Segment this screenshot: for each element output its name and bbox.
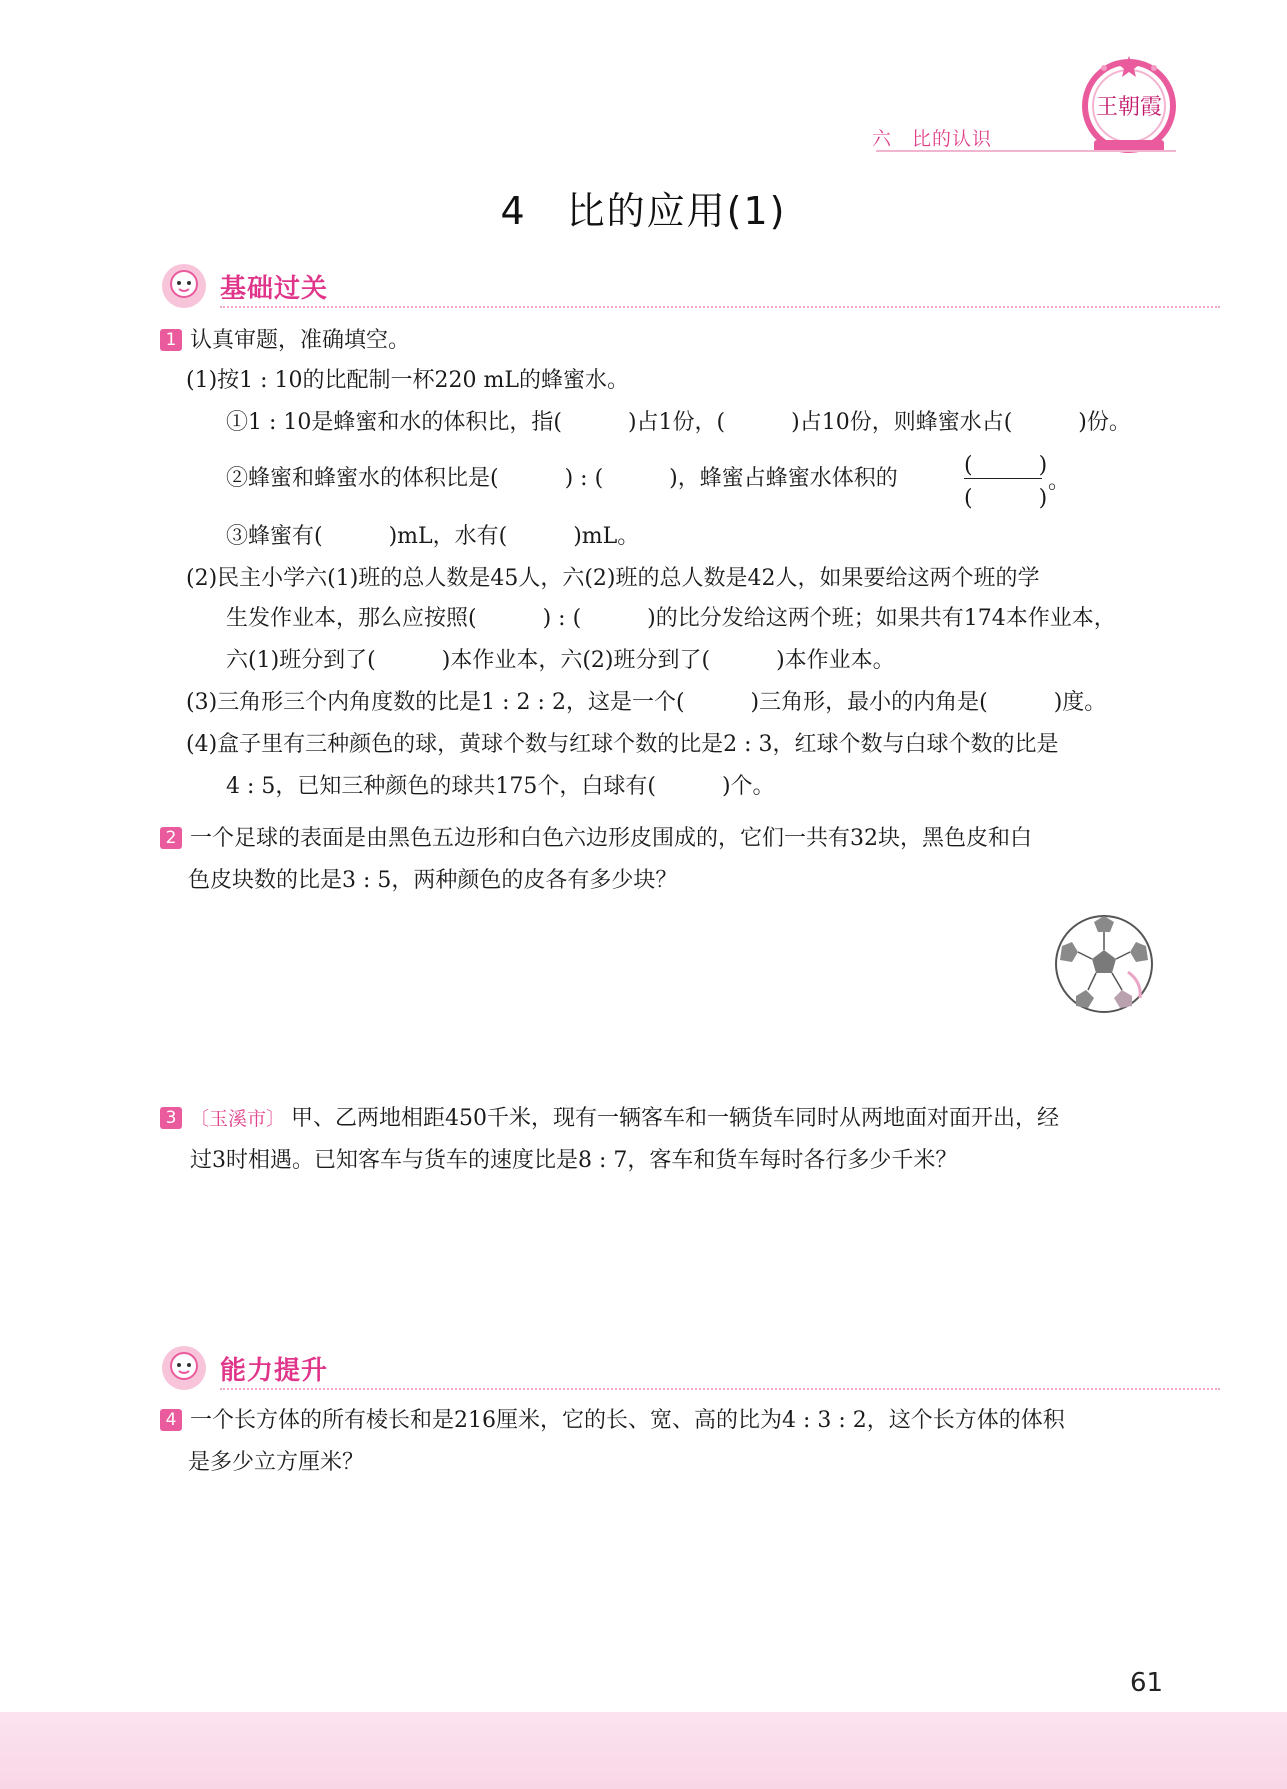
q1-part1-c: ③蜂蜜有( )mL，水有( )mL。 xyxy=(226,524,640,549)
brand-name: 王朝霞 xyxy=(1095,95,1163,120)
q4-line1 xyxy=(160,1406,1065,1436)
q3-line2: 过3时相遇。已知客车与货车的速度比是8 : 7，客车和货车每时各行多少千米？ xyxy=(190,1148,958,1173)
q2-line2: 色皮块数的比是3 : 5，两种颜色的皮各有多少块？ xyxy=(188,868,678,893)
q1-part4-line1: (4)盒子里有三种颜色的球，黄球个数与红球个数的比是2 : 3，红球个数与白球个数的比是 xyxy=(186,732,1059,757)
chapter-label: 六 比的认识 xyxy=(872,128,993,150)
dotted-divider xyxy=(220,306,1220,308)
mascot-icon xyxy=(160,1344,208,1392)
q4-text: 一个长方体的所有棱长和是216厘米，它的长、宽、高的比为4 : 3 : 2，这个长方体的体积 xyxy=(190,1408,1065,1433)
q2-line1 xyxy=(160,824,1032,854)
footer-band xyxy=(0,1712,1287,1789)
header-divider xyxy=(876,150,1176,152)
question-number-badge: 4 xyxy=(160,1409,182,1431)
q1-part4-line2: 4 : 5，已知三种颜色的球共175个，白球有( )个。 xyxy=(226,774,775,799)
soccer-ball-icon xyxy=(1052,912,1156,1016)
q1-part3: (3)三角形三个内角度数的比是1 : 2 : 2，这是一个( )三角形，最小的内角是( )度。 xyxy=(186,690,1107,715)
page-number: 61 xyxy=(1130,1668,1164,1698)
page-title: 4 比的应用(1) xyxy=(500,189,787,233)
section-header-advance xyxy=(160,1344,1160,1398)
q1-part2-line1: (2)民主小学六(1)班的总人数是45人，六(2)班的总人数是42人，如果要给这两个班的学 xyxy=(186,566,1040,591)
fraction-blank xyxy=(960,448,1071,511)
fraction-denominator: ( ) xyxy=(964,486,1048,511)
q4-line2: 是多少立方厘米？ xyxy=(188,1450,365,1475)
q3-text: 甲、乙两地相距450千米，现有一辆客车和一辆货车同时从两地面对面开出，经 xyxy=(291,1106,1060,1131)
question-number-badge: 3 xyxy=(160,1107,182,1129)
fraction-period: 。 xyxy=(1048,469,1071,494)
q1-part2-line2: 生发作业本，那么应按照( ) : ( )的比分发给这两个班；如果共有174本作业本， xyxy=(226,606,1116,631)
q3-line1 xyxy=(160,1104,1059,1134)
question-number-badge: 2 xyxy=(160,827,182,849)
q1-part2-line3: 六(1)班分到了( )本作业本，六(2)班分到了( )本作业本。 xyxy=(226,648,895,673)
question-number-badge: 1 xyxy=(160,329,182,351)
section-header-basic xyxy=(160,262,1160,316)
q1-part1-a: ①1 : 10是蜂蜜和水的体积比，指( )占1份，( )占10份，则蜂蜜水占( )份。 xyxy=(226,410,1131,435)
q1-stem-text: 认真审题，准确填空。 xyxy=(190,328,411,353)
q2-text: 一个足球的表面是由黑色五边形和白色六边形皮围成的，它们一共有32块，黑色皮和白 xyxy=(190,826,1032,851)
fraction-bar xyxy=(964,478,1042,479)
q1-stem xyxy=(160,326,410,356)
fraction-numerator: ( ) xyxy=(964,453,1048,478)
section-title: 能力提升 xyxy=(220,1356,329,1386)
dotted-divider xyxy=(220,1388,1220,1390)
q1-part1-b: ②蜂蜜和蜂蜜水的体积比是( ) : ( )，蜂蜜占蜂蜜水体积的 xyxy=(226,466,898,491)
q1-part1-intro: (1)按1 : 10的比配制一杯220 mL的蜂蜜水。 xyxy=(186,368,630,393)
mascot-icon xyxy=(160,262,208,310)
region-tag: 〔玉溪市〕 xyxy=(190,1108,286,1130)
section-title: 基础过关 xyxy=(220,274,329,304)
